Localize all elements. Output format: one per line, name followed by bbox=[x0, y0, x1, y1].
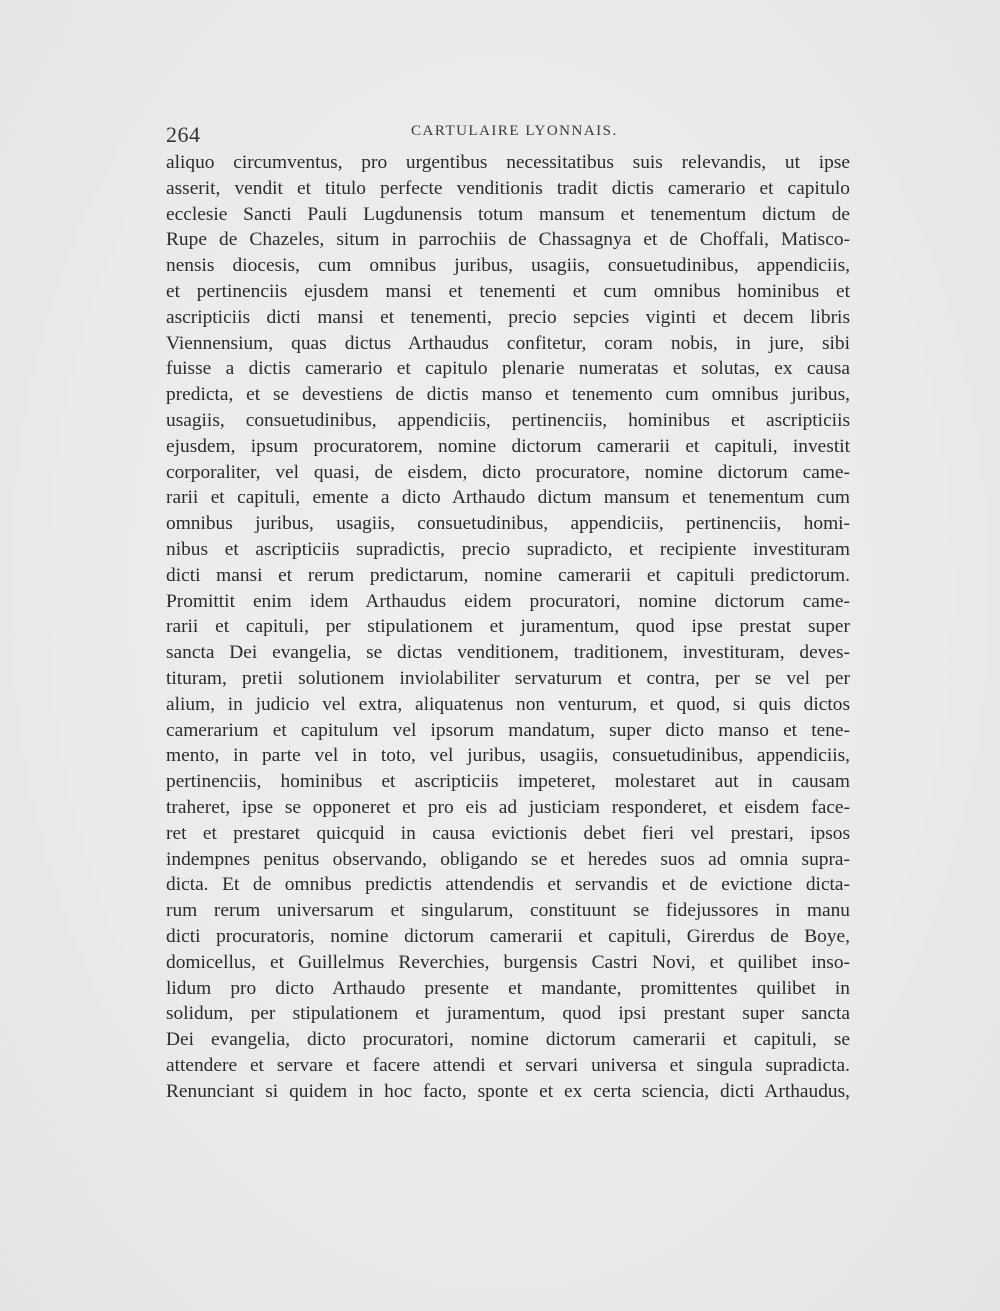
text-line: ejusdem, ipsum procuratorem, nomine dictorum camerarii et capituli, investit bbox=[166, 435, 850, 457]
text-line: domicellus, et Guillelmus Reverchies, burgensis Castri Novi, et quilibet inso- bbox=[166, 951, 850, 973]
text-line: aliquo circumventus, pro urgentibus necessitatibus suis relevandis, ut ipse bbox=[166, 152, 850, 173]
text-line: asserit, vendit et titulo perfecte venditionis tradit dictis camerario et capitulo bbox=[166, 177, 850, 199]
text-line: rarii et capituli, emente a dicto Arthaudo dictum mansum et tenementum cum bbox=[166, 487, 850, 509]
text-line: et pertinenciis ejusdem mansi et tenementi et cum omnibus hominibus et bbox=[166, 280, 850, 302]
text-line: alium, in judicio vel extra, aliquatenus non venturum, et quod, si quis dictos bbox=[166, 693, 850, 715]
running-head bbox=[166, 118, 856, 148]
text-line: camerarium et capitulum vel ipsorum mandatum, super dicto manso et tene- bbox=[166, 719, 850, 741]
text-line: dicti mansi et rerum predictarum, nomine camerarii et capituli predictorum. bbox=[166, 564, 850, 586]
text-line: dicti procuratoris, nomine dictorum camerarii et capituli, Girerdus de Boye, bbox=[166, 925, 850, 947]
text-line: Promittit enim idem Arthaudus eidem procuratori, nomine dictorum came- bbox=[166, 590, 850, 612]
text-line: nensis diocesis, cum omnibus juribus, usagiis, consuetudinibus, appendiciis, bbox=[166, 255, 850, 277]
text-line: nibus et ascripticiis supradictis, precio supradicto, et recipiente investituram bbox=[166, 538, 850, 560]
text-line: usagiis, consuetudinibus, appendiciis, pertinenciis, hominibus et ascripticiis bbox=[166, 409, 850, 431]
text-line: ecclesie Sancti Pauli Lugdunensis totum mansum et tenementum dictum de bbox=[166, 203, 850, 225]
text-line: rum rerum universarum et singularum, constituunt se fidejussores in manu bbox=[166, 900, 850, 922]
text-line: Dei evangelia, dicto procuratori, nomine dictorum camerarii et capituli, se bbox=[166, 1029, 850, 1051]
text-line: traheret, ipse se opponeret et pro eis ad justiciam responderet, et eisdem face- bbox=[166, 796, 850, 818]
text-line: predicta, et se devestiens de dictis manso et tenemento cum omnibus juribus, bbox=[166, 384, 850, 406]
text-line: omnibus juribus, usagiis, consuetudinibus, appendiciis, pertinenciis, homi- bbox=[166, 513, 850, 535]
text-line: Rupe de Chazeles, situm in parrochiis de Chassagnya et de Choffali, Matisco- bbox=[166, 229, 850, 251]
text-line: attendere et servare et facere attendi et servari universa et singula supradicta. bbox=[166, 1054, 850, 1076]
text-line: Renunciant si quidem in hoc facto, sponte et ex certa sciencia, dicti Arthaudus, bbox=[166, 1080, 850, 1102]
text-line: pertinenciis, hominibus et ascripticiis impeteret, molestaret aut in causam bbox=[166, 771, 850, 793]
body-text bbox=[166, 150, 850, 1104]
text-line: dicta. Et de omnibus predictis attendendis et servandis et de evictione dicta- bbox=[166, 874, 850, 896]
text-line: sancta Dei evangelia, se dictas venditionem, traditionem, investituram, deves- bbox=[166, 642, 850, 664]
text-line: ret et prestaret quicquid in causa evictionis debet fieri vel prestari, ipsos bbox=[166, 822, 850, 844]
text-line: solidum, per stipulationem et juramentum, quod ipsi prestant super sancta bbox=[166, 1003, 850, 1025]
running-title: CARTULAIRE LYONNAIS. bbox=[411, 123, 618, 139]
page-number: 264 bbox=[166, 122, 201, 147]
text-line: fuisse a dictis camerario et capitulo plenarie numeratas et solutas, ex causa bbox=[166, 358, 850, 380]
text-line: ascripticiis dicti mansi et tenementi, precio sepcies viginti et decem libris bbox=[166, 306, 850, 328]
text-line: rarii et capituli, per stipulationem et juramentum, quod ipse prestat super bbox=[166, 616, 850, 638]
text-line: lidum pro dicto Arthaudo presente et mandante, promittentes quilibet in bbox=[166, 977, 850, 999]
text-line: corporaliter, vel quasi, de eisdem, dicto procuratore, nomine dictorum came- bbox=[166, 461, 850, 483]
text-line: mento, in parte vel in toto, vel juribus, usagiis, consuetudinibus, appendiciis, bbox=[166, 745, 850, 767]
text-line: tituram, pretii solutionem inviolabiliter servaturum et contra, per se vel per bbox=[166, 667, 850, 689]
text-line: indempnes penitus observando, obligando se et heredes suos ad omnia supra- bbox=[166, 848, 850, 870]
text-line: Viennensium, quas dictus Arthaudus confitetur, coram nobis, in jure, sibi bbox=[166, 332, 850, 354]
